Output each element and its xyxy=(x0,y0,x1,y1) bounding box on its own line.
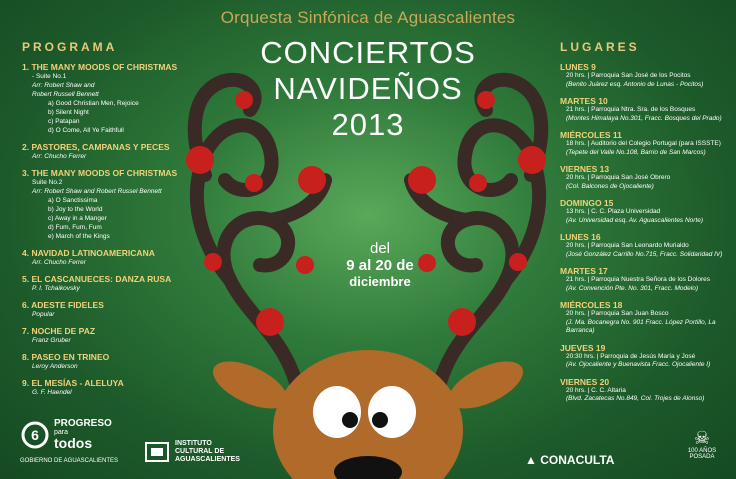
programa-item xyxy=(22,62,202,135)
programa-item-line: Leroy Anderson xyxy=(32,363,78,370)
posada-line-1: 100 AÑOS xyxy=(687,448,717,454)
right-eye xyxy=(368,386,416,438)
orchestra-name: Orquesta Sinfónica de Aguascalientes xyxy=(220,8,516,27)
ornament xyxy=(256,308,284,336)
venue-address: (Av. Convención Pte. No. 301, Fracc. Modelo) xyxy=(566,284,698,292)
programa-item-line: Robert Russell Bennett xyxy=(32,91,99,98)
programa-item xyxy=(22,378,202,397)
programa-item xyxy=(22,352,202,371)
lugares-list xyxy=(560,62,736,404)
programa-item-line: Arr: Chucho Ferrer xyxy=(32,153,87,160)
programa-item xyxy=(22,168,202,241)
venue-item xyxy=(560,377,736,404)
instituto-line-3: AGUASCALIENTES xyxy=(175,456,240,463)
programa-item-line: P. I. Tchaikovsky xyxy=(32,285,80,292)
venue-address: (José González Carrillo No.715, Fracc. Solidaridad IV) xyxy=(566,250,723,258)
programa-item-line: Suite No.2 xyxy=(32,179,63,186)
ornament xyxy=(245,174,263,192)
skull-icon: ☠ xyxy=(693,428,711,448)
programa-item xyxy=(22,274,202,293)
programa-list xyxy=(22,62,202,397)
venue-info: 21 hrs. | Parroquia Nuestra Señora de los Dolores xyxy=(566,276,711,283)
programa-item-line: d) Fum, Fum, Fum xyxy=(48,224,102,231)
instituto-line-1: INSTITUTO xyxy=(175,440,212,447)
venue-address: (Benito Juárez esq. Antonio de Lunas - Pocitos) xyxy=(566,80,704,88)
programa-item-line: Arr: Robert Shaw and Robert Russel Bennett xyxy=(32,188,162,195)
ornament xyxy=(448,308,476,336)
programa-item xyxy=(22,142,202,161)
venue-day: VIERNES 20 xyxy=(560,376,610,387)
programa-column xyxy=(22,40,202,404)
title-line-3: 2013 xyxy=(331,107,405,142)
venue-item xyxy=(560,62,736,89)
posada-logo xyxy=(677,428,727,460)
venue-address: (Av. Ojocaliente y Buenavista Fracc. Ojocaliente I) xyxy=(566,361,711,368)
programa-item-line: b) Silent Night xyxy=(48,109,89,116)
programa-item-line: c) Patapan xyxy=(48,118,80,125)
title-line-2: NAVIDEÑOS xyxy=(273,71,463,106)
programa-heading: PROGRAMA xyxy=(22,40,118,54)
programa-item-line: d) O Come, All Ye Faithfull xyxy=(48,127,124,134)
programa-item-title: 2. PASTORES, CAMPANAS Y PECES xyxy=(22,142,170,152)
venue-day: VIERNES 13 xyxy=(560,164,610,174)
venue-info: 20 hrs. | Parroquia San Juan Bosco xyxy=(566,310,669,317)
ornament xyxy=(408,166,436,194)
conaculta-logo xyxy=(525,453,614,467)
progreso-line-1: PROGRESO xyxy=(54,418,112,429)
six-icon xyxy=(20,420,50,450)
gobierno-text: GOBIERNO DE AGUASCALIENTES xyxy=(20,458,119,464)
programa-item-line: - Suite No.1 xyxy=(32,73,67,80)
dates-line-3: diciembre xyxy=(349,274,411,289)
venue-item xyxy=(560,96,736,123)
venue-info: 20 hrs. | Parroquia San José Obrero xyxy=(566,174,671,181)
venue-info: 13 hrs. | C. C. Plaza Universidad xyxy=(566,208,661,215)
programa-item-title: 3. THE MANY MOODS OF CHRISTMAS xyxy=(22,168,178,178)
programa-item-line: e) March of the Kings xyxy=(48,233,110,240)
programa-item-line: Popular xyxy=(32,311,55,318)
venue-address: (J. Ma. Bocanegra No. 901 Fracc. López Portillo, La Barranca) xyxy=(566,318,716,334)
conaculta-triangle-icon: ▲ xyxy=(525,453,537,467)
ornament xyxy=(469,174,487,192)
dates-line-1: del xyxy=(369,240,391,257)
venue-day: MARTES 10 xyxy=(560,96,608,106)
programa-item-line: b) Joy to the World xyxy=(48,206,103,213)
conaculta-text: CONACULTA xyxy=(540,453,615,467)
venue-item xyxy=(560,232,736,259)
title-line-1: CONCIERTOS xyxy=(260,35,476,70)
programa-item xyxy=(22,326,202,345)
venue-day: LUNES 16 xyxy=(560,232,601,242)
venue-info: 21 hrs. | Parroquia Ntra. Sra. de los Bosques xyxy=(566,106,696,113)
lugares-heading: LUGARES xyxy=(560,40,640,54)
lugares-column xyxy=(560,40,736,411)
programa-item-line: a) O Sanctissima xyxy=(48,197,98,204)
posada-line-2: POSADA xyxy=(689,454,715,460)
programa-item-title: 1. THE MANY MOODS OF CHRISTMAS xyxy=(22,62,178,72)
instituto-line-2: CULTURAL DE xyxy=(175,448,225,455)
programa-item xyxy=(22,248,202,267)
venue-address: (Av. Universidad esq. Av. Aguascalientes Norte) xyxy=(566,216,704,224)
venue-day: MIÉRCOLES 11 xyxy=(560,130,622,140)
venue-day: DOMINGO 15 xyxy=(560,198,614,208)
programa-item-title: 9. EL MESÍAS - ALELUYA xyxy=(22,378,124,388)
programa-item-title: 5. EL CASCANUECES: DANZA RUSA xyxy=(22,274,172,284)
venue-item xyxy=(560,164,736,191)
programa-item-line: a) Good Christian Men, Rejoice xyxy=(48,100,139,107)
venue-day: JUEVES 19 xyxy=(560,342,606,353)
instituto-icon xyxy=(145,442,169,462)
venue-item xyxy=(560,343,736,370)
progreso-line-3: todos xyxy=(54,435,93,451)
reindeer-head xyxy=(206,350,530,479)
venue-info: 20:30 hrs. | Parroquia de Jesús María y José xyxy=(566,352,696,360)
progreso-line-2: para xyxy=(54,429,69,436)
venue-item xyxy=(560,300,736,336)
programa-item-title: 8. PASEO EN TRINEO xyxy=(22,352,110,362)
programa-item-line: Arr: Robert Shaw and xyxy=(32,82,95,89)
progreso-logo xyxy=(20,418,140,468)
venue-info: 20 hrs. | Parroquia San José de los Pocitos xyxy=(566,72,691,79)
venue-info: 20 hrs. | Parroquia San Leonardo Murialdo xyxy=(566,242,689,249)
venue-day: MARTES 17 xyxy=(560,266,608,276)
programa-item-line: c) Away in a Manger xyxy=(48,215,107,222)
concert-dates xyxy=(325,240,435,289)
venue-address: (Col. Balcones de Ojocaliente) xyxy=(566,182,654,190)
ornament xyxy=(296,256,314,274)
ornament xyxy=(518,146,546,174)
programa-item-title: 7. NOCHE DE PAZ xyxy=(22,326,96,336)
venue-address: (Blvd. Zacatecas No.849, Col. Trojes de Alonso) xyxy=(566,395,705,402)
venue-address: (Tepete del Valle No.108, Barrio de San Marcos) xyxy=(566,148,706,156)
dates-line-2: 9 al 20 de xyxy=(346,257,414,274)
programa-item-title: 6. ADESTE FIDELES xyxy=(22,300,104,310)
venue-item xyxy=(560,130,736,157)
ornament xyxy=(204,253,222,271)
venue-info: 20 hrs. | C. C. Altaria xyxy=(566,386,626,394)
right-pupil xyxy=(372,412,388,428)
programa-item-line: Arr. Chucho Ferrer xyxy=(32,259,86,266)
venue-item xyxy=(560,198,736,225)
programa-item-line: Franz Gruber xyxy=(32,337,71,344)
programa-item-line: G. F. Haendel xyxy=(32,389,72,396)
programa-item xyxy=(22,300,202,319)
ornament xyxy=(509,253,527,271)
venue-address: (Montes Himalaya No.301, Fracc. Bosques del Prado) xyxy=(566,114,722,122)
left-pupil xyxy=(342,412,358,428)
venue-day: LUNES 9 xyxy=(560,62,596,72)
programa-item-title: 4. NAVIDAD LATINOAMERICANA xyxy=(22,248,155,258)
ornament xyxy=(298,166,326,194)
svg-text:6: 6 xyxy=(31,427,39,443)
left-eye xyxy=(313,386,361,438)
venue-day: MIÉRCOLES 18 xyxy=(560,300,623,310)
venue-info: 18 hrs. | Auditorio del Colegio Portugal (para ISSSTE) xyxy=(566,140,721,147)
venue-item xyxy=(560,266,736,293)
